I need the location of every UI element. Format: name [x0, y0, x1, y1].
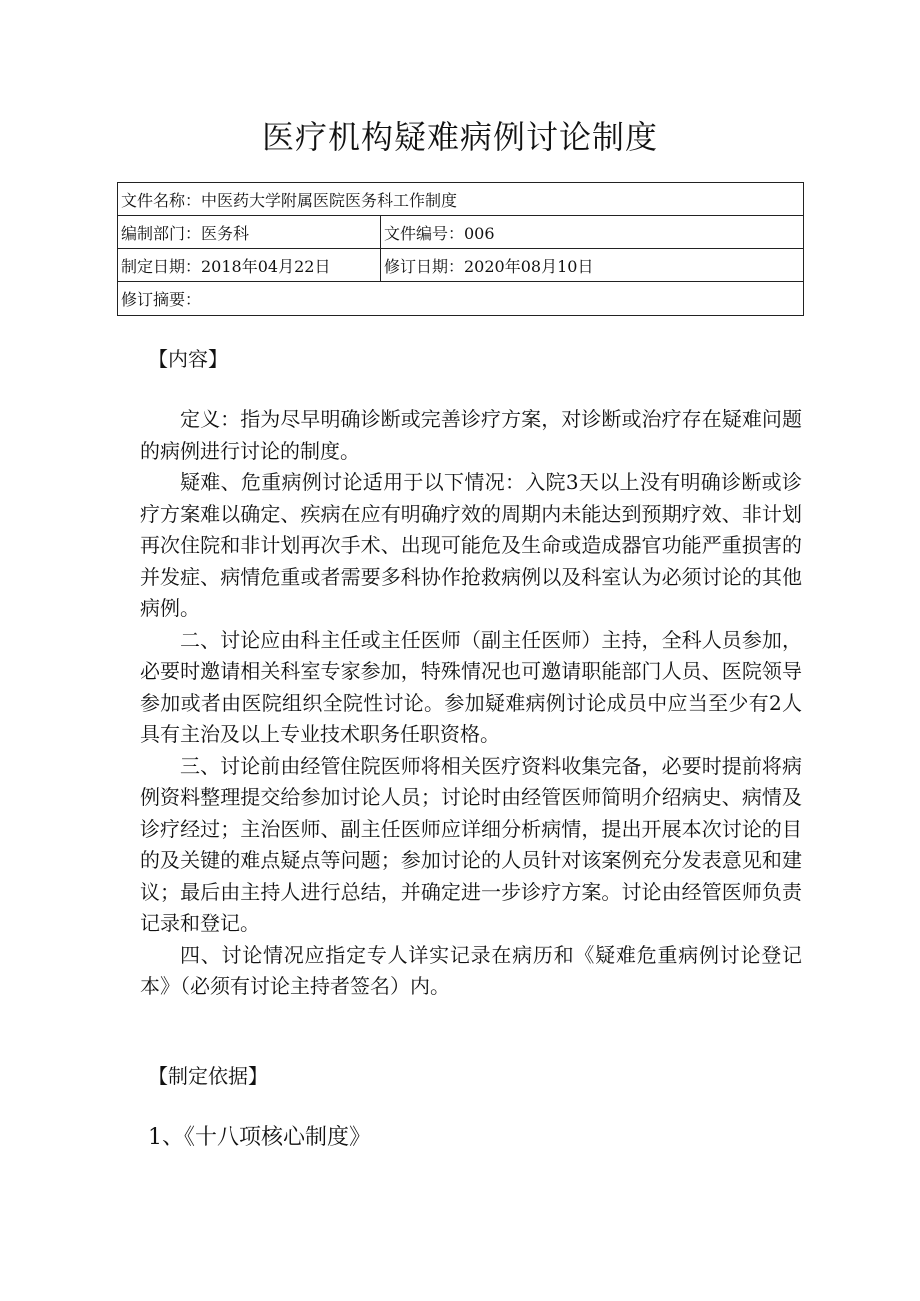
content-body [140, 404, 802, 1003]
paragraph-host-participants: 二、讨论应由科主任或主任医师（副主任医师）主持，全科人员参加，必要时邀请相关科室专家参加，特殊情况也可邀请职能部门人员、医院领导参加或者由医院组织全院性讨论。参加疑难病例讨论成员中应当至少有2人具有主治及以上专业技术职务任职资格。 [140, 627, 802, 746]
revised-date-cell: 修订日期：2020年08月10日 [381, 249, 804, 282]
table-row [118, 183, 804, 216]
department-cell: 编制部门：医务科 [118, 216, 381, 249]
paragraph-record-keeping: 四、讨论情况应指定专人详实记录在病历和《疑难危重病例讨论登记本》（必须有讨论主持者签名）内。 [140, 942, 802, 998]
file-name-cell: 文件名称：中医药大学附属医院医务科工作制度 [118, 183, 804, 216]
file-number-cell: 文件编号：006 [381, 216, 804, 249]
table-row [118, 216, 804, 249]
revision-summary-cell: 修订摘要： [118, 282, 804, 316]
created-date-cell: 制定日期：2018年04月22日 [118, 249, 381, 282]
paragraph-definition: 定义：指为尽早明确诊断或完善诊疗方案，对诊断或治疗存在疑难问题的病例进行讨论的制度。 [140, 407, 802, 463]
basis-heading: 【制定依据】 [148, 1064, 268, 1088]
table-row [118, 249, 804, 282]
basis-item: 1、《十八项核心制度》 [148, 1125, 371, 1150]
paragraph-discussion-process: 三、讨论前由经管住院医师将相关医疗资料收集完备，必要时提前将病例资料整理提交给参加讨论人员；讨论时由经管医师简明介绍病史、病情及诊疗经过；主治医师、副主任医师应详细分析病情，提出开展本次讨论的目的及关键的难点疑点等问题；参加讨论的人员针对该案例充分发表意见和建议；最后由主持人进行总结，并确定进一步诊疗方案。讨论由经管医师负责记录和登记。 [140, 753, 802, 935]
paragraph-applicable-cases: 疑难、危重病例讨论适用于以下情况：入院3天以上没有明确诊断或诊疗方案难以确定、疾病在应有明确疗效的周期内未能达到预期疗效、非计划再次住院和非计划再次手术、出现可能危及生命或造成器官功能严重损害的并发症、病情危重或者需要多科协作抢救病例以及科室认为必须讨论的其他病例。 [140, 470, 802, 620]
content-heading: 【内容】 [148, 347, 228, 371]
document-info-table [117, 182, 804, 316]
table-row [118, 282, 804, 316]
document-title: 医疗机构疑难病例讨论制度 [261, 118, 658, 156]
